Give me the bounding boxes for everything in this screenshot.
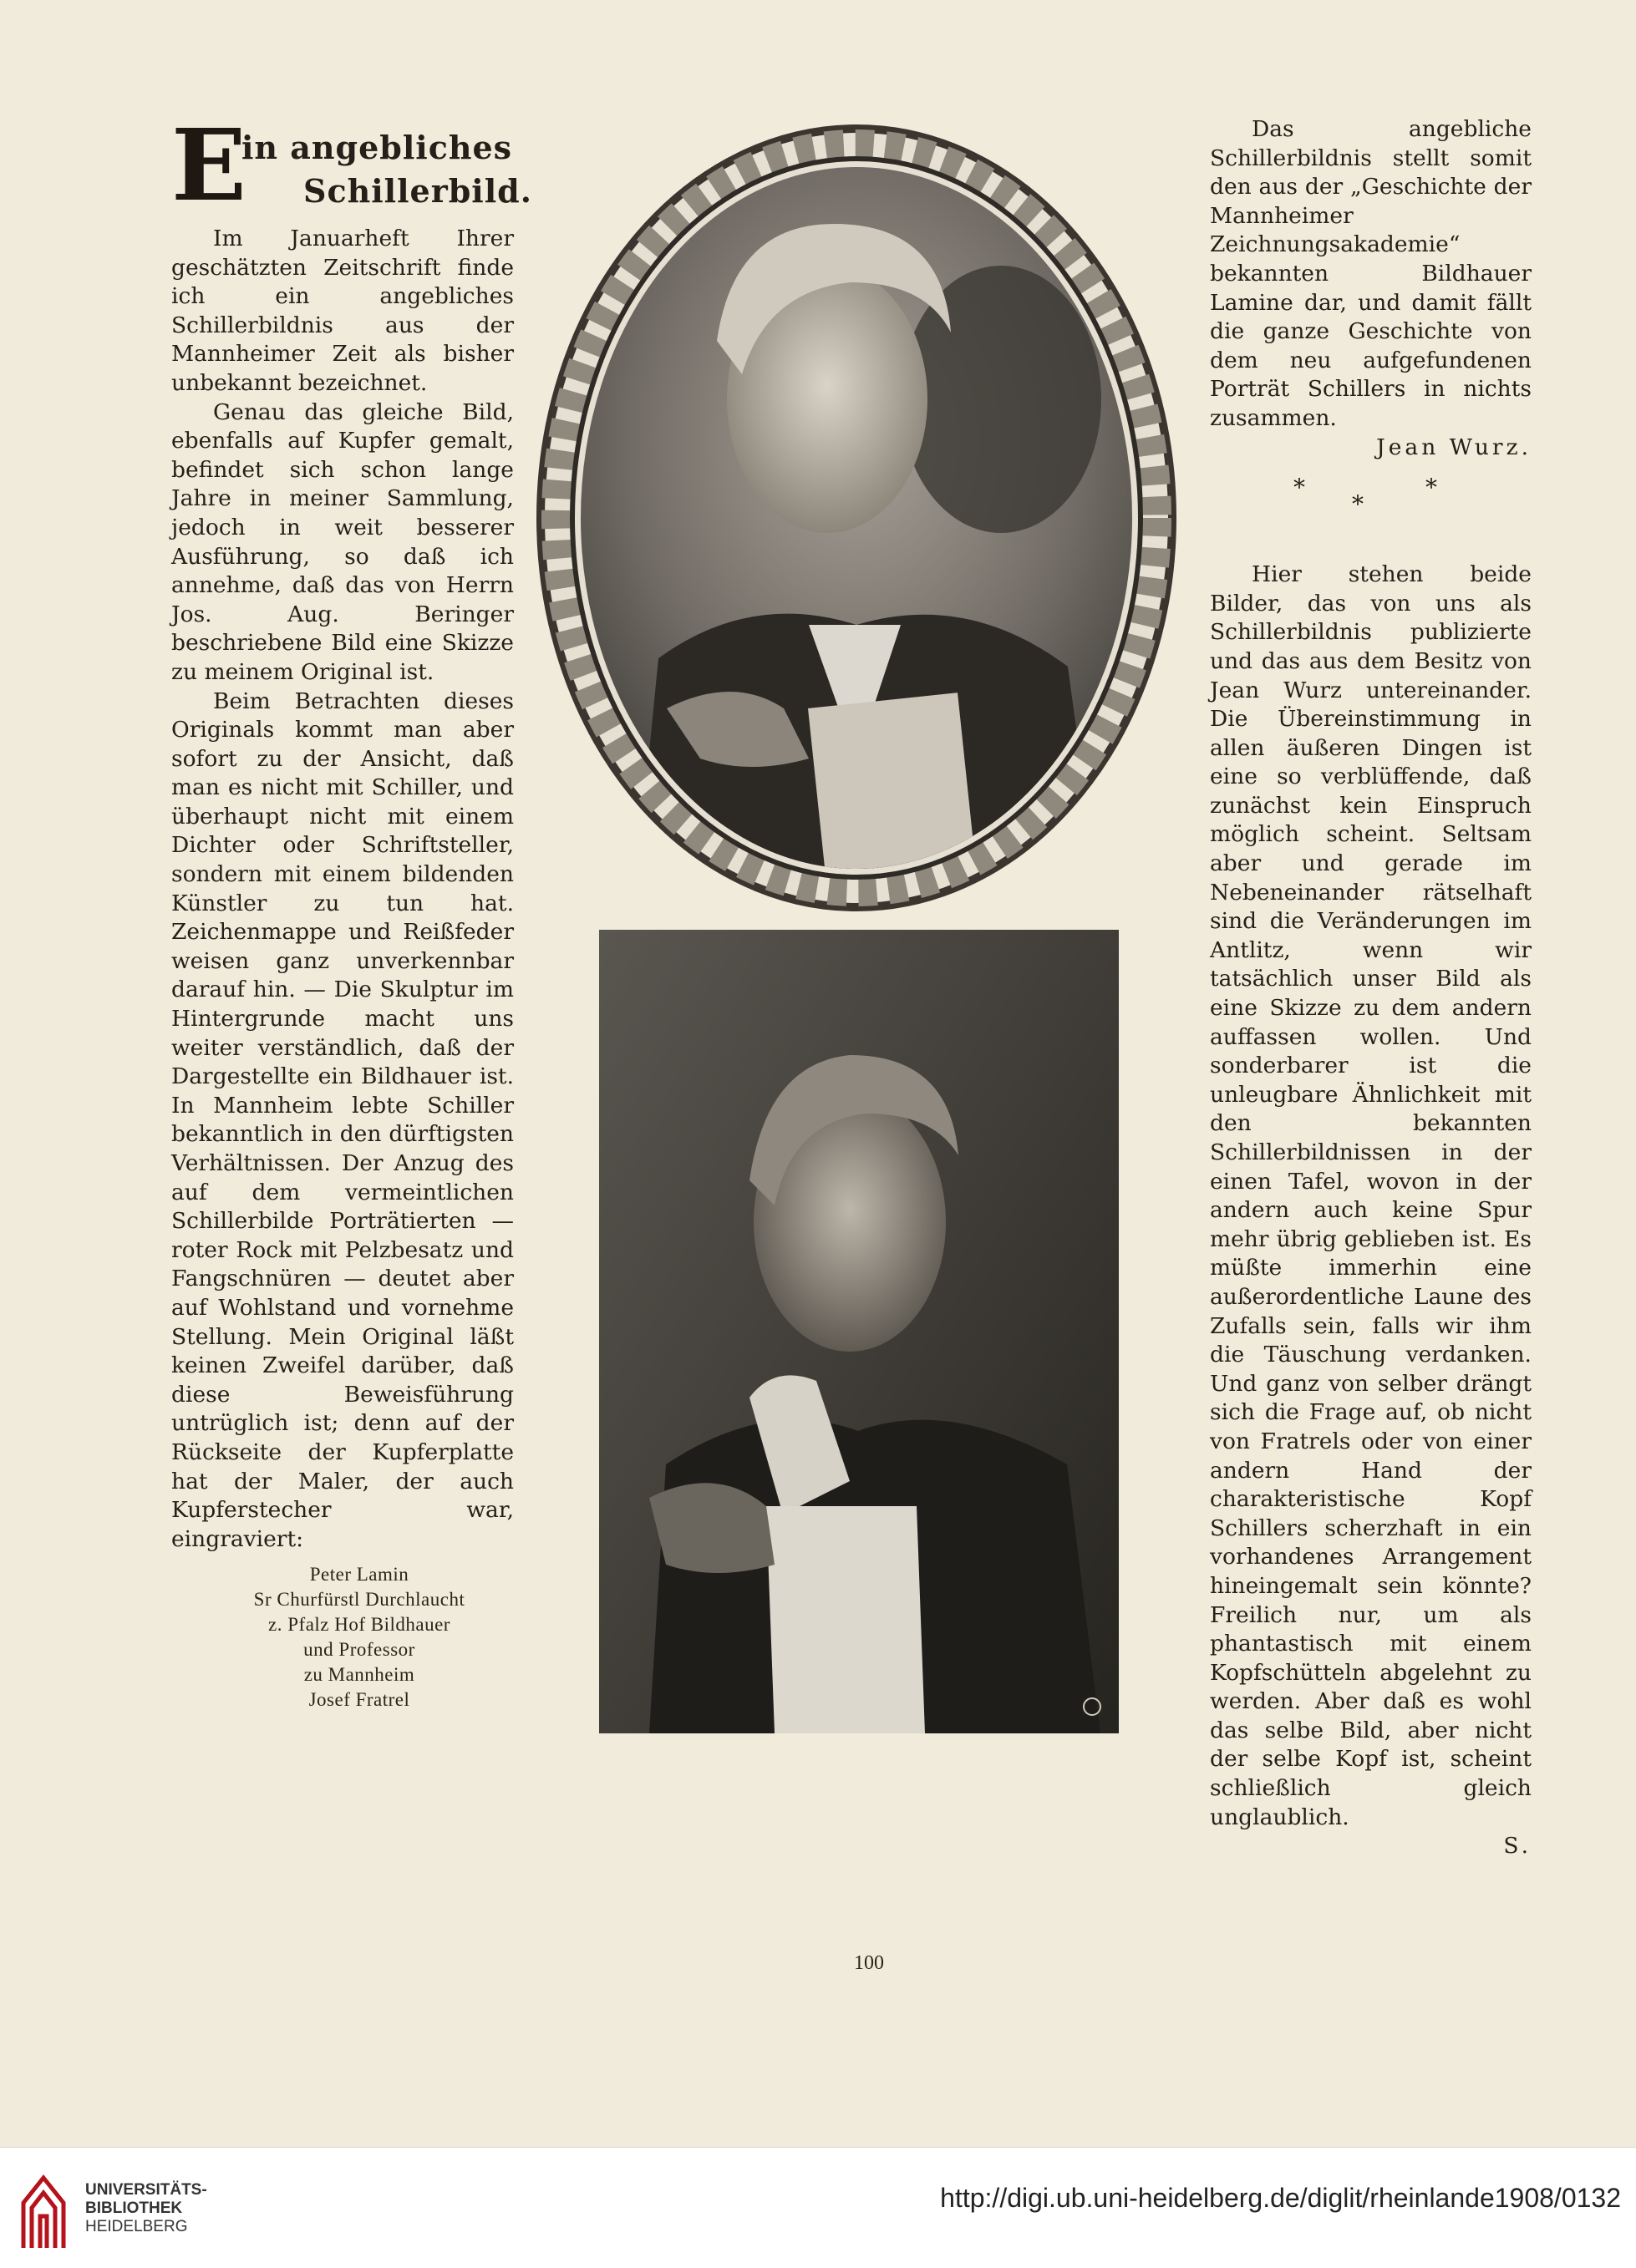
ub-heidelberg-logo-icon[interactable] [18, 2169, 69, 2253]
inscription-line: Peter Lamin [309, 1564, 409, 1586]
library-name-line: BIBLIOTHEK [85, 2200, 183, 2217]
title-line-1: in angebliches [241, 129, 513, 166]
title-line-2: Schillerbild. [303, 172, 532, 210]
article-title [171, 107, 532, 223]
inscription-line: und Professor [303, 1639, 415, 1661]
inscription-line: Josef Fratrel [308, 1689, 410, 1711]
asterisk: * [1352, 490, 1364, 519]
library-name-line: UNIVERSITÄTS- [85, 2181, 207, 2199]
library-name-line: HEIDELBERG [85, 2218, 188, 2235]
inscription-line: Sr Churfürstl Durchlaucht [253, 1589, 465, 1611]
oval-portrait-image [533, 124, 1181, 913]
inscription-line: zu Mannheim [303, 1664, 415, 1686]
right-column [1210, 115, 1532, 1861]
section-divider [1210, 474, 1532, 535]
signature-jean-wurz: Jean Wurz. [1376, 434, 1532, 460]
paragraph: Hier stehen beide Bilder, das von uns als Schillerbildnis publizierte und das aus dem Besitz von Jean Wurz untereinander. Die Übereinstimmung in allen äußeren Dingen ist eine so verblüffende, daß zunächst kein Einspruch möglich scheint. Seltsam aber und gerade im Nebeneinander rätselhaft sind die Veränderungen im Antlitz, wenn wir tatsächlich unser Bild als eine Skizze zu dem andern auffassen wollen. Und sonderbarer ist die unleugbare Ähnlichkeit mit den bekannten Schillerbildnissen in der einen Tafel, wovon in der andern auch keine Spur mehr übrig geblieben ist. Es müßte immerhin eine außerordentliche Laune des Zufalls sein, falls wir ihm die Täuschung verdanken. Und ganz von selber drängt sich die Frage auf, ob nicht von Fratrels oder von einer andern Hand der charakteristische Kopf Schillers scherzhaft in ein vorhandenes Arrangement hineingemalt sein könnte? Freilich nur, um als phantastisch mit einem Kopfschütteln abgelehnt zu werden. Aber daß es wohl das selbe Bild, aber nicht der selbe Kopf ist, scheint schließlich gleich unglaublich. [1210, 561, 1532, 1830]
left-body-text [171, 225, 514, 1554]
library-name[interactable] [85, 2181, 207, 2236]
rectangular-portrait-image [599, 930, 1119, 1733]
asterisk: * [1293, 474, 1305, 502]
page-number: 100 [854, 1952, 884, 1974]
digitization-footer [0, 2147, 1636, 2268]
title-dropcap: E [171, 107, 246, 223]
paragraph: Beim Betrachten dieses Originals kommt man aber sofort zu der Ansicht, daß man es nicht mit Schiller, und überhaupt nicht mit einem Dichter oder Schriftsteller, sondern mit einem bildenden Künstler zu tun hat. Zeichenmappe und Reißfeder weisen ganz unverkennbar darauf hin. — Die Skulptur im Hintergrunde macht uns weiter verständlich, daß der Dargestellte ein Bildhauer ist. In Mannheim lebte Schiller bekanntlich in den dürftigsten Verhältnissen. Der Anzug des auf dem vermeintlichen Schillerbilde Porträtierten — roter Rock mit Pelzbesatz und Fangschnüren — deutet aber auf Wohlstand und vornehme Stellung. Mein Original läßt keinen Zweifel darüber, daß diese Beweisführung untrüglich ist; denn auf der Rückseite der Kupferplatte hat der Maler, der auch Kupferstecher war, eingraviert: [171, 688, 514, 1552]
paragraph: Im Januarheft Ihrer geschätzten Zeitschrift finde ich ein angebliches Schillerbildnis aus der Mannheimer Zeit als bisher unbekannt bezeichnet. [171, 226, 514, 396]
engraved-inscription [171, 1562, 514, 1712]
paragraph: Genau das gleiche Bild, ebenfalls auf Kupfer gemalt, befindet sich schon lange Jahre in meiner Sammlung, jedoch in weit besserer Ausführung, so daß ich annehme, daß das von Herrn Jos. Aug. Beringer beschriebene Bild eine Skizze zu meinem Original ist. [171, 398, 514, 685]
signature-s: S. [1503, 1833, 1532, 1860]
paragraph: Das angebliche Schillerbildnis stellt somit den aus der „Geschichte der Mannheimer Zeichnungsakademie“ bekannten Bildhauer Lamine dar, und damit fällt die ganze Geschichte von dem neu aufgefundenen Porträt Schillers in nichts zusammen. [1210, 116, 1532, 431]
source-url-link[interactable]: http://digi.ub.uni-heidelberg.de/diglit/rheinlande1908/0132 [940, 2183, 1621, 2213]
right-body-text-2 [1210, 561, 1532, 1832]
left-column [171, 107, 532, 1712]
asterisk: * [1425, 474, 1437, 502]
right-body-text-1 [1210, 115, 1532, 434]
inscription-line: z. Pfalz Hof Bildhauer [268, 1614, 450, 1636]
